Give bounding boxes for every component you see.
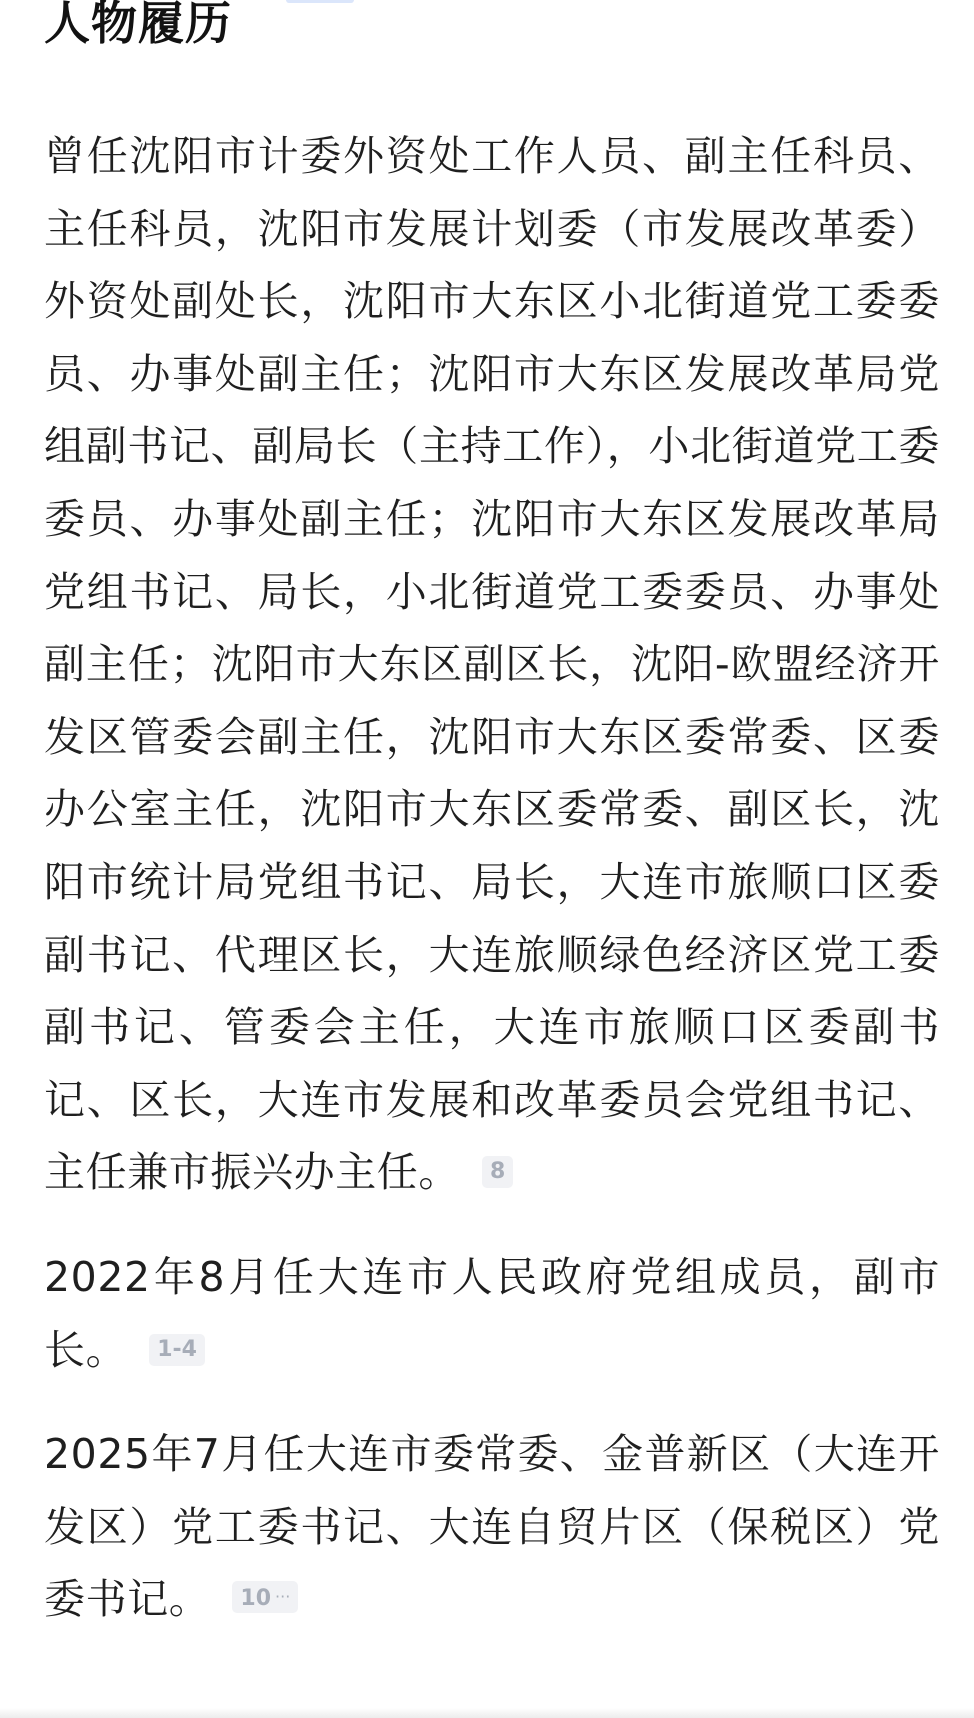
paragraph-text: 2025年7月任大连市委常委、金普新区（大连开发区）党工委书记、大连自贸片区（保税区）党委书记。 xyxy=(44,1430,940,1624)
reference-number: 8 xyxy=(490,1159,506,1185)
biography-paragraph xyxy=(44,120,940,1209)
paragraph-text: 曾任沈阳市计委外资处工作人员、副主任科员、主任科员，沈阳市发展计划委（市发展改革委）外资处副处长，沈阳市大东区小北街道党工委委员、办事处副主任；沈阳市大东区发展改革局党组副书记、副局长（主持工作），小北街道党工委委员、办事处副主任；沈阳市大东区发展改革局党组书记、局长，小北街道党工委委员、办事处副主任；沈阳市大东区副区长，沈阳-欧盟经济开发区管委会副主任，沈阳市大东区委常委、区委办公室主任，沈阳市大东区委常委、副区长，沈阳市统计局党组书记、局长，大连市旅顺口区委副书记、代理区长，大连旅顺绿色经济区党工委副书记、管委会主任，大连市旅顺口区委副书记、区长，大连市发展和改革委员会党组书记、主任兼市振兴办主任。 xyxy=(44,132,940,1197)
section-title: 人物履历 xyxy=(44,0,232,50)
biography-paragraph xyxy=(44,1241,940,1386)
biography-paragraph xyxy=(44,1418,940,1636)
reference-number: 10 xyxy=(240,1586,272,1612)
reference-badge[interactable] xyxy=(149,1334,205,1366)
reference-badge[interactable] xyxy=(482,1156,513,1188)
more-references-icon: ··· xyxy=(275,1587,291,1607)
bottom-fade xyxy=(0,1708,974,1718)
reference-number: 1-4 xyxy=(157,1336,197,1362)
paragraph-text: 2022年8月任大连市人民政府党组成员，副市长。 xyxy=(44,1252,940,1374)
reference-badge[interactable] xyxy=(232,1581,298,1613)
